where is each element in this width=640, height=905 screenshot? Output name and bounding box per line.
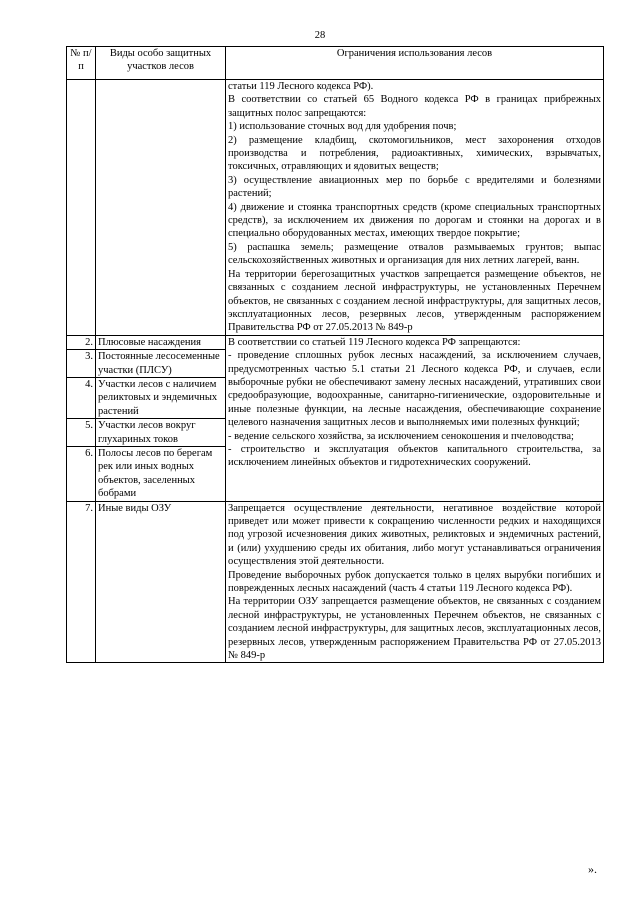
row-number: 4. xyxy=(67,377,96,418)
row-number: 5. xyxy=(67,419,96,447)
paragraph: В соответствии со статьей 119 Лесного кодекса РФ запрещаются: xyxy=(228,336,521,348)
paragraph: 1) использование сточных вод для удобрения почв; xyxy=(228,121,457,133)
paragraph: 4) движение и стоянка транспортных средств (кроме специальных транспортных средств), за исключением их движения по дорогам и стоянки на дорогах и в специально оборудованных местах, имеющих твердое покрытие; xyxy=(228,201,601,240)
row-name: Участки лесов вокруг глухариных токов xyxy=(96,419,226,447)
paragraph: - ведение сельского хозяйства, за исключением сенокошения и пчеловодства; xyxy=(228,430,574,442)
row-name: Участки лесов с наличием реликтовых и эндемичных растений xyxy=(96,377,226,418)
row-number: 3. xyxy=(67,350,96,378)
closing-quote: ». xyxy=(588,862,597,876)
header-num: № п/п xyxy=(67,47,96,80)
paragraph: 3) осуществление авиационных мер по борьбе с вредителями и болезнями растений; xyxy=(228,174,601,200)
row-name: Иные виды ОЗУ xyxy=(96,501,226,663)
cell-num-empty xyxy=(67,80,96,336)
row-name: Постоянные лесосеменные участки (ПЛСУ) xyxy=(96,350,226,378)
paragraph: Запрещается осуществление деятельности, негативное воздействие которой приведет или может привести к сокращению численности редких и находящихся под угрозой исчезновения диких животных, реликтовых и эндемичных растений, и (или) ухудшению среды их обитания, либо могут устанавливаться ограничения осуществления этой деятельности. xyxy=(228,502,601,568)
page-number: 28 xyxy=(314,30,326,41)
row-name: Полосы лесов по берегам рек или иных водных объектов, заселенных бобрами xyxy=(96,446,226,501)
paragraph: 2) размещение кладбищ, скотомогильников, мест захоронения отходов производства и потребления, радиоактивных, химических, взрывчатых, токсичных, отравляющих и ядовитых веществ; xyxy=(228,134,601,173)
paragraph: На территории берегозащитных участков запрещается размещение объектов, не связанных с созданием лесной инфраструктуры, не установленных Перечнем объектов, не связанных с созданием лесной инфраструктуры, для защитных лесов, эксплуатационных лесов, резервных лесов, утвержденным распоряжением Правительства РФ от 27.05.2013 № 849-р xyxy=(228,268,601,334)
row-number: 6. xyxy=(67,446,96,501)
header-type: Виды особо защитных участков лесов xyxy=(96,47,226,80)
paragraph: Проведение выборочных рубок допускается только в целях вырубки погибших и поврежденных лесных насаждений (часть 4 статьи 119 Лесного кодекса РФ). xyxy=(228,569,601,595)
table-row xyxy=(67,335,604,349)
restriction-cell-article-119 xyxy=(226,335,604,501)
paragraph: 5) распашка земель; размещение отвалов размываемых грунтов; выпас сельскохозяйственных животных и организация для них летних лагерей, ванн. xyxy=(228,241,601,267)
table-row-continued xyxy=(67,80,604,336)
row-name: Плюсовые насаждения xyxy=(96,335,226,349)
paragraph: - проведение сплошных рубок лесных насаждений, за исключением случаев, предусмотренных частью 5.1 статьи 21 Лесного кодекса РФ, и случаев, если выборочные рубки не обеспечивают замену лесных насаждений, утративших свои средообразующие, водоохранные, санитарно-гигиенические, оздоровительные и иные полезные функции, на лесные насаждения, обеспечивающие сохранение целевого назначения защитных лесов и выполняемых ими полезных функций; xyxy=(228,350,601,429)
restrictions-table xyxy=(66,46,604,663)
paragraph: статьи 119 Лесного кодекса РФ). xyxy=(228,81,374,92)
table-header-row xyxy=(67,47,604,80)
paragraph: В соответствии со статьей 65 Водного кодекса РФ в границах прибрежных защитных полос запрещаются: xyxy=(228,94,601,119)
restriction-cell-ozu xyxy=(226,501,604,663)
row-number: 7. xyxy=(67,501,96,663)
table-row xyxy=(67,501,604,663)
restriction-cell-continued xyxy=(226,80,604,336)
paragraph: - строительство и эксплуатация объектов капитального строительства, за исключением линейных объектов и гидротехнических сооружений. xyxy=(228,443,601,469)
cell-type-empty xyxy=(96,80,226,336)
row-number: 2. xyxy=(67,335,96,349)
paragraph: На территории ОЗУ запрещается размещение объектов, не связанных с созданием лесной инфраструктуры, не установленных Перечнем объектов, не связанных с созданием лесной инфраструктуры, для защитных лесов, эксплуатационных лесов, резервных лесов, утвержденным распоряжением Правительства РФ от 27.05.2013 № 849-р xyxy=(228,596,601,662)
header-restrictions: Ограничения использования лесов xyxy=(226,47,604,80)
